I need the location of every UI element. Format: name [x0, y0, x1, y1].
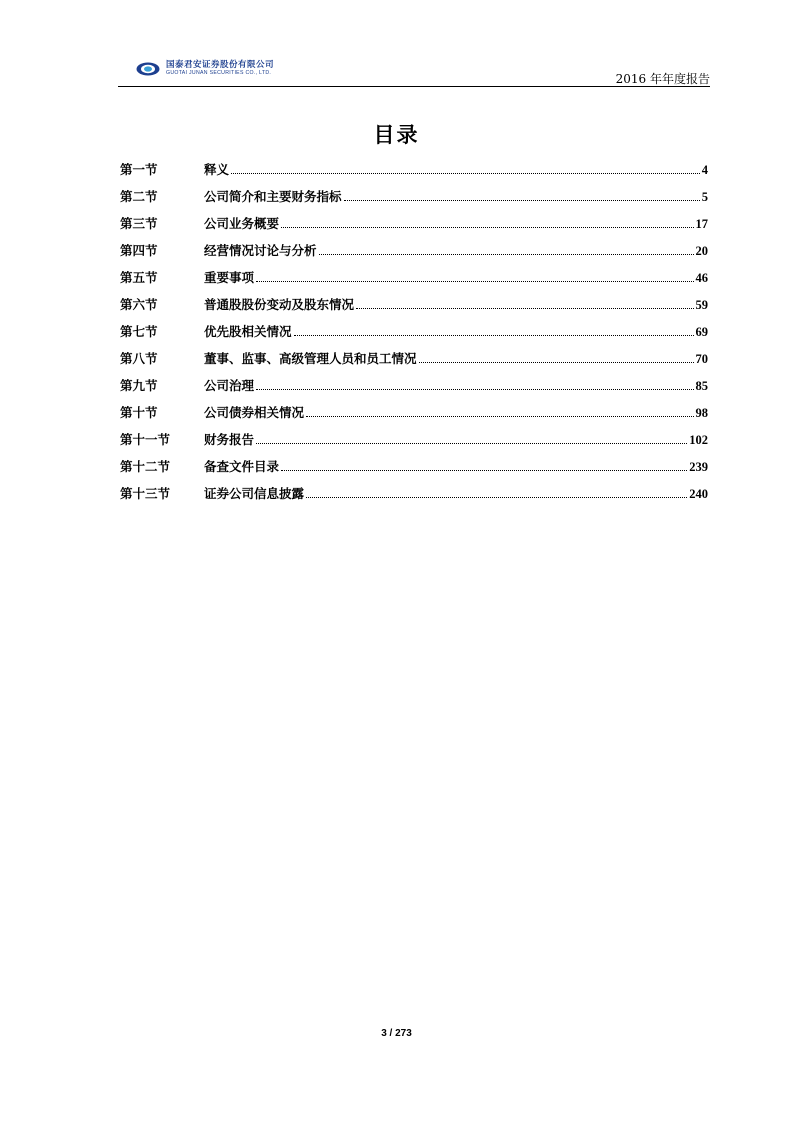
toc-entry[interactable]: [120, 457, 708, 484]
company-logo: [136, 60, 274, 77]
toc-section-title: 优先股相关情况: [204, 324, 292, 339]
toc-section-title: 经营情况讨论与分析: [204, 243, 317, 258]
toc-section-number: 第六节: [120, 297, 158, 312]
page-number-footer: 3 / 273: [381, 1028, 412, 1039]
table-of-contents: [120, 160, 708, 511]
toc-section-number: 第五节: [120, 270, 158, 285]
toc-leader-dots: [256, 443, 687, 444]
toc-page-number: 85: [695, 379, 708, 393]
toc-section-number: 第十一节: [120, 432, 171, 447]
toc-page-number: 70: [695, 352, 708, 366]
toc-leader-dots: [256, 281, 693, 282]
toc-section-number: 第九节: [120, 378, 158, 393]
toc-page-number: 20: [695, 244, 708, 258]
toc-leader-dots: [231, 173, 700, 174]
toc-section-title: 公司治理: [204, 378, 255, 393]
toc-leader-dots: [294, 335, 694, 336]
toc-page-number: 239: [689, 460, 708, 474]
toc-leader-dots: [319, 254, 694, 255]
toc-entry[interactable]: [120, 295, 708, 322]
toc-section-title: 证券公司信息披露: [204, 486, 305, 501]
page-title: 目录: [373, 123, 420, 147]
toc-section-number: 第八节: [120, 351, 158, 366]
toc-section-title: 备查文件目录: [204, 459, 280, 474]
toc-section-title: 财务报告: [204, 432, 255, 447]
toc-section-number: 第七节: [120, 324, 158, 339]
toc-section-number: 第十三节: [120, 486, 171, 501]
toc-page-number: 4: [701, 163, 708, 177]
toc-leader-dots: [281, 227, 693, 228]
toc-page-number: 98: [695, 406, 708, 420]
toc-section-number: 第二节: [120, 189, 158, 204]
toc-page-number: 46: [695, 271, 708, 285]
toc-section-number: 第四节: [120, 243, 158, 258]
toc-section-title: 重要事项: [204, 270, 255, 285]
toc-entry[interactable]: [120, 430, 708, 457]
toc-entry[interactable]: [120, 268, 708, 295]
toc-section-title: 公司简介和主要财务指标: [204, 189, 342, 204]
header-divider: [118, 86, 710, 87]
toc-page-number: 69: [695, 325, 708, 339]
toc-leader-dots: [256, 389, 693, 390]
toc-leader-dots: [306, 416, 693, 417]
toc-section-title: 公司业务概要: [204, 216, 280, 231]
toc-section-number: 第三节: [120, 216, 158, 231]
toc-leader-dots: [281, 470, 687, 471]
toc-entry[interactable]: [120, 187, 708, 214]
toc-entry[interactable]: [120, 214, 708, 241]
toc-entry[interactable]: [120, 349, 708, 376]
toc-leader-dots: [356, 308, 693, 309]
toc-page-number: 102: [689, 433, 708, 447]
toc-section-number: 第一节: [120, 162, 158, 177]
toc-page-number: 59: [695, 298, 708, 312]
toc-page-number: 5: [701, 190, 708, 204]
toc-section-number: 第十二节: [120, 459, 171, 474]
toc-page-number: 240: [689, 487, 708, 501]
guotai-junan-logo-icon: [136, 62, 160, 76]
toc-section-title: 释义: [204, 162, 230, 177]
report-label: 2016 年年度报告: [615, 72, 710, 86]
toc-entry[interactable]: [120, 403, 708, 430]
company-name-cn: 国泰君安证券股份有限公司: [166, 60, 275, 70]
toc-section-title: 公司债券相关情况: [204, 405, 305, 420]
toc-entry[interactable]: [120, 376, 708, 403]
toc-leader-dots: [344, 200, 700, 201]
toc-leader-dots: [306, 497, 687, 498]
page-header: [118, 58, 710, 86]
toc-entry[interactable]: [120, 484, 708, 511]
toc-section-title: 董事、监事、高级管理人员和员工情况: [204, 351, 417, 366]
toc-leader-dots: [419, 362, 694, 363]
toc-entry[interactable]: [120, 160, 708, 187]
toc-section-title: 普通股股份变动及股东情况: [204, 297, 355, 312]
toc-entry[interactable]: [120, 322, 708, 349]
company-name-en: GUOTAI JUNAN SECURITIES CO., LTD.: [166, 70, 272, 76]
toc-page-number: 17: [695, 217, 708, 231]
toc-section-number: 第十节: [120, 405, 158, 420]
toc-entry[interactable]: [120, 241, 708, 268]
